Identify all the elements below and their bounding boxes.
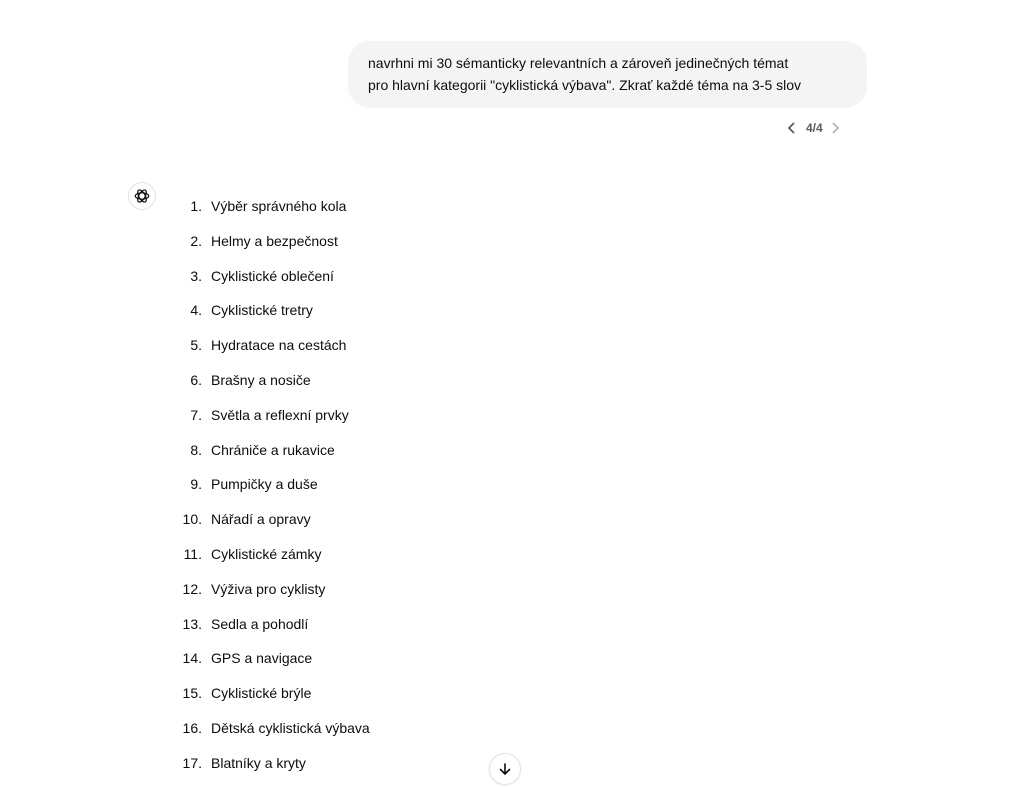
list-item: [170, 683, 370, 718]
list-item-number: 16.: [182, 719, 202, 736]
list-item: [170, 231, 370, 266]
list-item-text: Světla a reflexní prvky: [211, 406, 349, 423]
list-item-text: Dětská cyklistická výbava: [211, 719, 370, 736]
list-item: [170, 335, 370, 370]
user-message-line: pro hlavní kategorii "cyklistická výbava". Zkrať každé téma na 3-5 slov: [368, 77, 802, 93]
list-item-text: Blatníky a kryty: [211, 754, 306, 771]
list-item: [170, 370, 370, 405]
list-item-number: 4.: [190, 302, 202, 319]
list-item: [170, 614, 370, 649]
list-item-number: 1.: [190, 198, 202, 214]
list-item-text: Pumpičky a duše: [211, 476, 318, 493]
list-item-number: 2.: [190, 232, 202, 249]
list-item-text: Helmy a bezpečnost: [211, 232, 338, 249]
list-item-text: Výživa pro cyklisty: [211, 580, 326, 597]
list-item-number: 15.: [182, 685, 202, 702]
list-item-text: Hydratace na cestách: [211, 337, 347, 354]
list-item-text: Cyklistické oblečení: [211, 267, 334, 284]
list-item-number: 3.: [190, 267, 202, 284]
list-item-number: 13.: [182, 615, 202, 632]
list-item: [170, 718, 370, 753]
list-item: [170, 405, 370, 440]
list-item-number: 10.: [182, 511, 202, 528]
user-message-bubble: [348, 41, 867, 108]
pager-count: 4/4: [806, 121, 823, 135]
response-pager: [784, 119, 843, 137]
list-item-number: 6.: [190, 371, 202, 388]
next-response-button[interactable]: [829, 119, 843, 137]
list-item-text: Cyklistické brýle: [211, 685, 312, 702]
list-item-number: 11.: [183, 545, 202, 562]
list-item-number: 9.: [190, 476, 202, 493]
list-item-number: 17.: [182, 754, 202, 771]
list-item-text: Cyklistické tretry: [211, 302, 313, 319]
chevron-left-icon: [787, 122, 795, 134]
list-item-number: 14.: [182, 650, 202, 667]
list-item: [170, 300, 370, 335]
list-item: [170, 579, 370, 614]
list-item-text: Výběr správného kola: [211, 198, 347, 214]
list-item: [170, 196, 370, 231]
list-item-number: 7.: [190, 406, 202, 423]
list-item: [170, 474, 370, 509]
list-item-number: 5.: [190, 337, 202, 354]
list-item: [170, 753, 370, 787]
list-item: [170, 509, 370, 544]
openai-logo-icon: [133, 187, 151, 205]
list-item: [170, 544, 370, 579]
previous-response-button[interactable]: [784, 119, 798, 137]
list-item-text: Brašny a nosiče: [211, 371, 311, 388]
assistant-answer-list: [170, 196, 370, 787]
user-message-line: navrhni mi 30 sémanticky relevantních a zároveň jedinečných témat: [368, 55, 789, 71]
list-item-text: Cyklistické zámky: [211, 545, 322, 562]
user-message: [348, 41, 867, 108]
list-item-text: Sedla a pohodlí: [211, 615, 309, 632]
list-item-number: 12.: [182, 580, 202, 597]
chevron-right-icon: [832, 122, 840, 134]
list-item-text: GPS a navigace: [211, 650, 313, 667]
list-item: [170, 440, 370, 475]
scroll-to-bottom-button[interactable]: [489, 753, 521, 785]
list-item-text: Nářadí a opravy: [211, 511, 311, 528]
arrow-down-icon: [498, 762, 512, 776]
assistant-avatar: [128, 182, 156, 210]
list-item: [170, 266, 370, 301]
list-item-number: 8.: [190, 441, 202, 458]
list-item-text: Chrániče a rukavice: [211, 441, 335, 458]
list-item: [170, 648, 370, 683]
